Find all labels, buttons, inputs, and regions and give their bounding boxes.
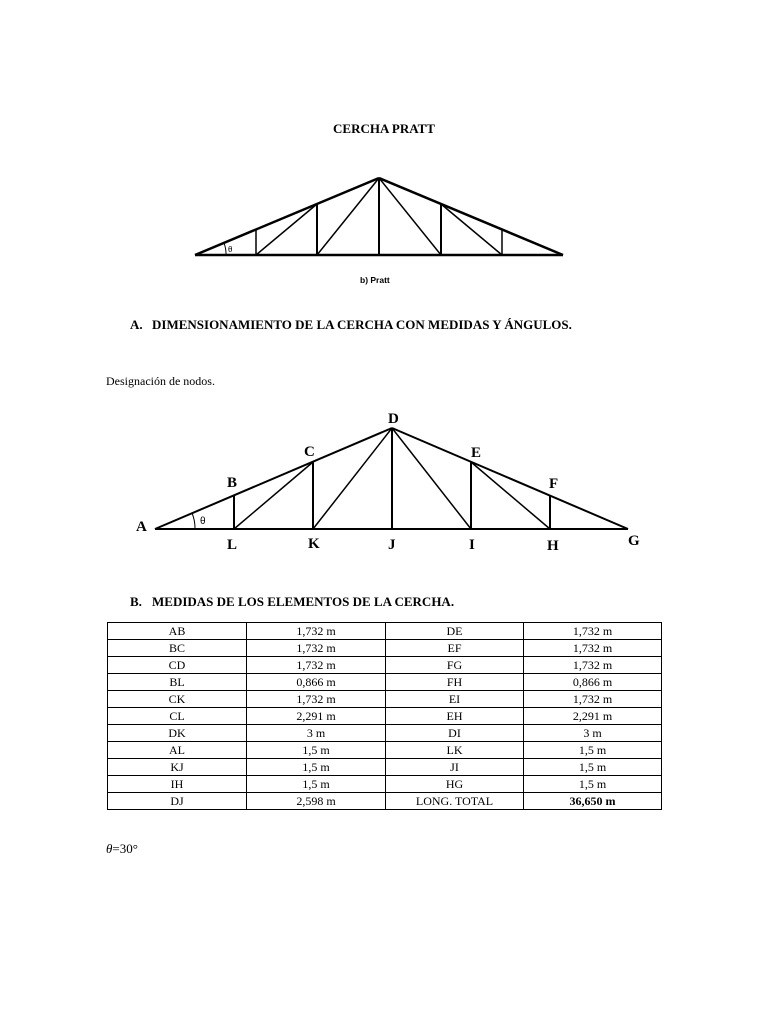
truss-top-chord-right [379, 178, 563, 255]
node-label-k: K [308, 536, 320, 552]
members-table [107, 622, 662, 810]
node-label-e: E [471, 445, 482, 461]
node-designation-label: Designación de nodos. [106, 374, 215, 388]
table-row [108, 623, 662, 640]
section-a-heading [130, 317, 572, 333]
node-label-d: D [388, 411, 399, 427]
node-label-i: I [469, 537, 475, 553]
section-title: DIMENSIONAMIENTO DE LA CERCHA CON MEDIDAS Y ÁNGULOS. [152, 317, 572, 332]
figure-caption: b) Pratt [360, 275, 390, 285]
truss-diagonal-member [317, 178, 379, 255]
angle-arc [192, 513, 195, 529]
member-name-cell: JI [386, 759, 524, 776]
table-row [108, 776, 662, 793]
table-row [108, 759, 662, 776]
member-length-cell: 1,5 m [247, 759, 386, 776]
member-length-cell: 1,5 m [247, 776, 386, 793]
angle-arc [224, 243, 226, 255]
member-name-cell: DK [108, 725, 247, 742]
member-name-cell: DI [386, 725, 524, 742]
member-length-cell: 1,732 m [524, 657, 662, 674]
member-name-cell: KJ [108, 759, 247, 776]
member-dk [313, 428, 392, 529]
document-title: CERCHA PRATT [333, 121, 435, 136]
member-name-cell: HG [386, 776, 524, 793]
table-row [108, 640, 662, 657]
table-row [108, 793, 662, 810]
table-row [108, 742, 662, 759]
angle-symbol: θ [228, 245, 233, 254]
section-title: MEDIDAS DE LOS ELEMENTOS DE LA CERCHA. [152, 594, 455, 609]
truss-top-chord-left [195, 178, 379, 255]
member-length-cell: 3 m [247, 725, 386, 742]
member-length-cell: 1,732 m [247, 623, 386, 640]
angle-value: =30° [112, 841, 138, 856]
member-name-cell: IH [108, 776, 247, 793]
member-length-cell: 1,5 m [524, 742, 662, 759]
angle-symbol: θ [200, 516, 206, 527]
node-label-g: G [628, 533, 640, 549]
table-row [108, 725, 662, 742]
section-letter: A. [130, 317, 143, 332]
section-letter: B. [130, 594, 142, 609]
node-label-a: A [136, 519, 147, 535]
member-length-cell: 1,5 m [524, 776, 662, 793]
member-name-cell: DJ [108, 793, 247, 810]
member-length-cell: 36,650 m [524, 793, 662, 810]
table-row [108, 657, 662, 674]
truss-top-chord-left [155, 428, 392, 529]
node-label-f: F [549, 476, 559, 492]
member-length-cell: 0,866 m [247, 674, 386, 691]
member-length-cell: 2,291 m [247, 708, 386, 725]
node-label-b: B [227, 475, 238, 491]
member-name-cell: CD [108, 657, 247, 674]
member-name-cell: FH [386, 674, 524, 691]
node-label-l: L [227, 537, 238, 553]
member-di [392, 428, 471, 529]
member-length-cell: 1,5 m [524, 759, 662, 776]
angle-note [106, 841, 138, 857]
member-name-cell: AL [108, 742, 247, 759]
member-name-cell: BL [108, 674, 247, 691]
truss-diagonal-member [441, 204, 502, 255]
node-label-j: J [388, 537, 396, 553]
truss-diagonal-member [256, 204, 317, 255]
table-row [108, 708, 662, 725]
member-length-cell: 1,732 m [247, 657, 386, 674]
truss-diagonal-member [379, 178, 441, 255]
table-row [108, 691, 662, 708]
node-label-c: C [304, 444, 315, 460]
member-length-cell: 1,732 m [524, 640, 662, 657]
member-length-cell: 2,598 m [247, 793, 386, 810]
member-length-cell: 1,732 m [247, 691, 386, 708]
table-row [108, 674, 662, 691]
member-length-cell: 2,291 m [524, 708, 662, 725]
member-length-cell: 0,866 m [524, 674, 662, 691]
members-table-body [108, 623, 662, 810]
member-length-cell: 1,5 m [247, 742, 386, 759]
member-length-cell: 1,732 m [247, 640, 386, 657]
member-name-cell: CK [108, 691, 247, 708]
pratt-truss-figure [190, 172, 570, 264]
member-name-cell: EI [386, 691, 524, 708]
member-name-cell: BC [108, 640, 247, 657]
member-name-cell: EH [386, 708, 524, 725]
node-label-h: H [547, 538, 559, 554]
theta-symbol: θ [106, 841, 113, 856]
member-name-cell: AB [108, 623, 247, 640]
member-name-cell: LONG. TOTAL [386, 793, 524, 810]
member-cl [234, 462, 313, 529]
member-length-cell: 3 m [524, 725, 662, 742]
member-name-cell: LK [386, 742, 524, 759]
truss-top-chord-right [392, 428, 628, 529]
member-name-cell: CL [108, 708, 247, 725]
member-length-cell: 1,732 m [524, 623, 662, 640]
section-b-heading [130, 594, 454, 610]
member-length-cell: 1,732 m [524, 691, 662, 708]
member-eh [471, 462, 550, 529]
node-designation-figure [130, 405, 650, 555]
member-name-cell: DE [386, 623, 524, 640]
member-name-cell: FG [386, 657, 524, 674]
member-name-cell: EF [386, 640, 524, 657]
